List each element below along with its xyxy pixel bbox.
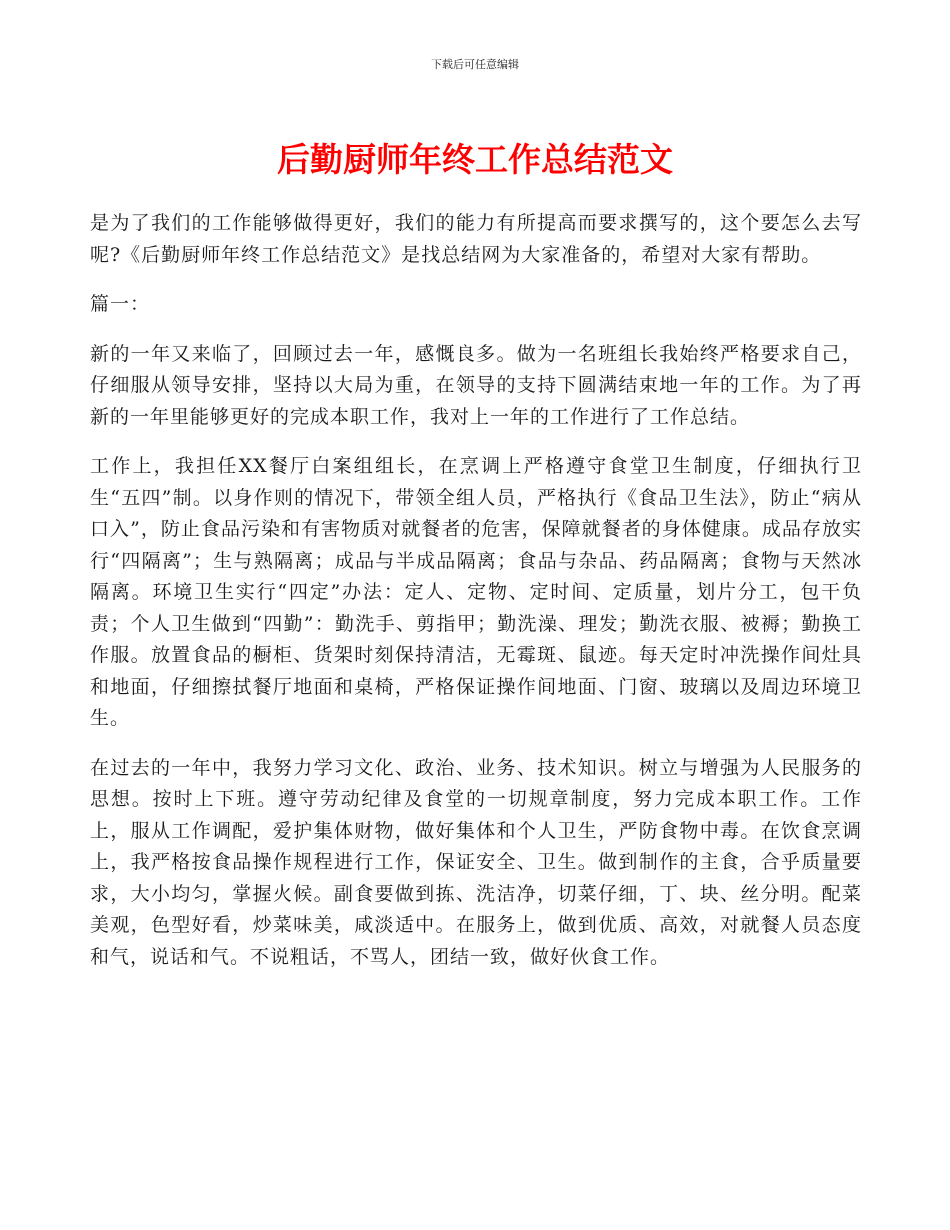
document-body	[90, 208, 862, 991]
document-title: 后勤厨师年终工作总结范文	[277, 140, 673, 179]
intro-paragraph: 是为了我们的工作能够做得更好，我们的能力有所提高而要求撰写的，这个要怎么去写呢?《后勤厨师年终工作总结范文》是找总结网为大家准备的，希望对大家有帮助。	[90, 212, 862, 266]
body-paragraph: 在过去的一年中，我努力学习文化、政治、业务、技术知识。树立与增强为人民服务的思想。按时上下班。遵守劳动纪律及食堂的一切规章制度，努力完成本职工作。工作上，服从工作调配，爱护集体财物，做好集体和个人卫生，严防食物中毒。在饮食烹调上，我严格按食品操作规程进行工作，保证安全、卫生。做到制作的主食，合乎质量要求，大小均匀，掌握火候。副食要做到拣、洗洁净，切菜仔细，丁、块、丝分明。配菜美观，色型好看，炒菜味美，咸淡适中。在服务上，做到优质、高效，对就餐人员态度和气，说话和气。不说粗话，不骂人，团结一致，做好伙食工作。	[90, 756, 862, 968]
body-paragraph: 工作上，我担任XX餐厅白案组组长，在烹调上严格遵守食堂卫生制度，仔细执行卫生“五四”制。以身作则的情况下，带领全组人员，严格执行《食品卫生法》，防止“病从口入”，防止食品污染和有害物质对就餐者的危害，保障就餐者的身体健康。成品存放实行“四隔离”；生与熟隔离；成品与半成品隔离；食品与杂品、药品隔离；食物与天然冰隔离。环境卫生实行“四定”办法：定人、定物、定时间、定质量，划片分工，包干负责；个人卫生做到“四勤”：勤洗手、剪指甲；勤洗澡、理发；勤洗衣服、被褥；勤换工作服。放置食品的橱柜、货架时刻保持清洁，无霉斑、鼠迹。每天定时冲洗操作间灶具和地面，仔细擦拭餐厅地面和桌椅，严格保证操作间地面、门窗、玻璃以及周边环境卫生。	[90, 455, 862, 729]
page-header-note: 下载后可任意编辑	[431, 58, 519, 71]
section-heading: 篇一：	[90, 293, 151, 315]
body-paragraph: 新的一年又来临了，回顾过去一年，感慨良多。做为一名班组长我始终严格要求自己，仔细服从领导安排，坚持以大局为重，在领导的支持下圆满结束地一年的工作。为了再新的一年里能够更好的完成本职工作，我对上一年的工作进行了工作总结。	[90, 342, 862, 428]
